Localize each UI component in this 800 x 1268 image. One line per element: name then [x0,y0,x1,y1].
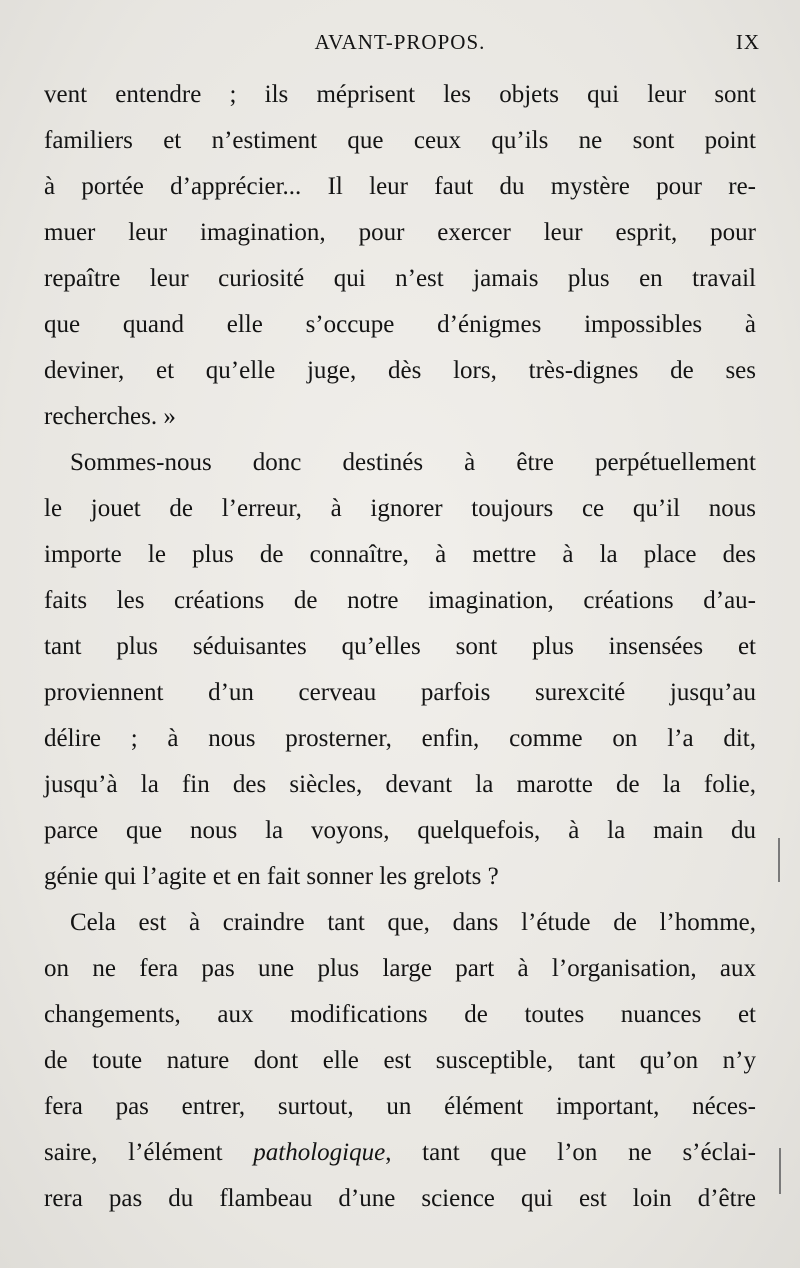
text-line: de toute nature dont elle est susceptible, tant qu’on n’y [44,1047,756,1074]
text-line: recherches. » [44,403,176,430]
running-title: AVANT-PROPOS. [314,30,486,54]
margin-mark [779,1148,781,1194]
text-line: rera pas du flambeau d’une science qui est loin d’être [44,1185,756,1212]
text-line: on ne fera pas une plus large part à l’organisation, aux [44,955,756,982]
italic-term: pathologique [253,1139,386,1166]
text-line: muer leur imagination, pour exercer leur esprit, pour [44,219,756,246]
text-line: importe le plus de connaître, à mettre à la place des [44,541,756,568]
text-line: que quand elle s’occupe d’énigmes impossibles à [44,311,756,338]
text-line: repaître leur curiosité qui n’est jamais plus en travail [44,265,756,292]
page-number: IX [735,30,760,54]
text-line: à portée d’apprécier... Il leur faut du mystère pour re- [44,173,756,200]
text-line: délire ; à nous prosterner, enfin, comme on l’a dit, [44,725,756,752]
text-line: fera pas entrer, surtout, un élément important, néces- [44,1093,756,1120]
text-line: deviner, et qu’elle juge, dès lors, très-dignes de ses [44,357,756,384]
text-line: proviennent d’un cerveau parfois surexcité jusqu’au [44,679,756,706]
text-line: jusqu’à la fin des siècles, devant la marotte de la folie, [44,771,756,798]
text-line: faits les créations de notre imagination, créations d’au- [44,587,756,614]
text-line: changements, aux modifications de toutes nuances et [44,1001,756,1028]
text-line: tant plus séduisantes qu’elles sont plus insensées et [44,633,756,660]
text-line: familiers et n’estiment que ceux qu’ils ne sont point [44,127,756,154]
text-segment: saire, l’élément [44,1139,254,1166]
text-line: vent entendre ; ils méprisent les objets qui leur sont [44,81,756,108]
text-line: parce que nous la voyons, quelquefois, à la main du [44,817,756,844]
text-line: le jouet de l’erreur, à ignorer toujours ce qu’il nous [44,495,756,522]
text-line: Cela est à craindre tant que, dans l’étude de l’homme, [70,909,756,936]
text-line: Sommes-nous donc destinés à être perpétuellement [70,449,756,476]
text-line [44,1130,756,1176]
text-line: génie qui l’agite et en fait sonner les grelots ? [44,863,499,890]
margin-mark [778,838,780,882]
page-header [0,30,800,60]
text-segment: , tant que l’on ne s’éclai- [385,1139,757,1166]
body-text [44,72,756,1222]
